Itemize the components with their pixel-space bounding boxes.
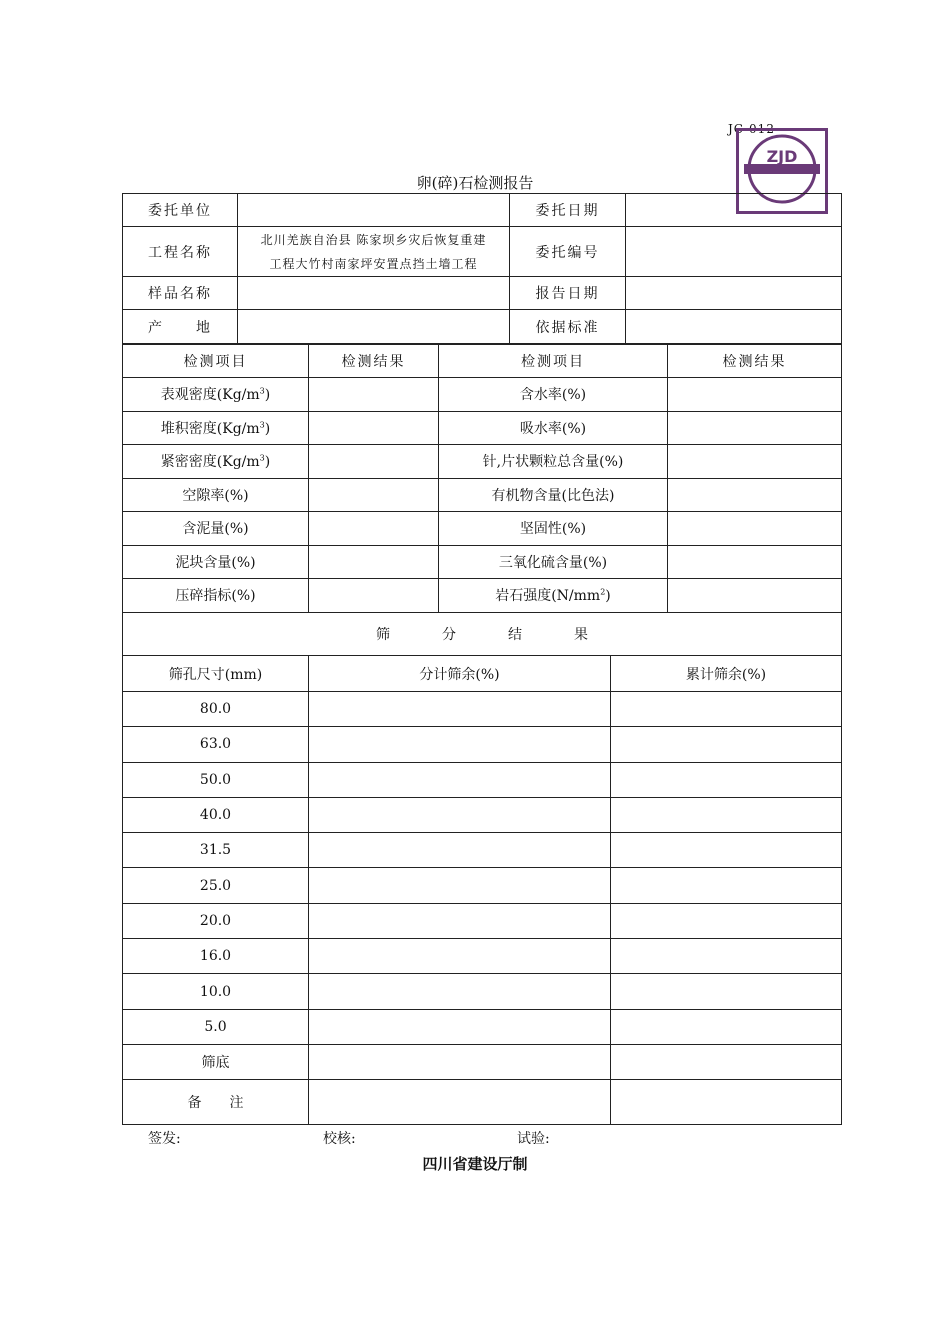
project-name-line1: 北川羌族自治县 陈家坝乡灾后恢复重建: [260, 232, 487, 247]
report-date-label: 报告日期: [510, 277, 626, 310]
sieve-size: 10.0: [123, 974, 309, 1009]
sieve-cumulative-value: [611, 727, 842, 762]
report-title: 卵(碎)石检测报告: [416, 174, 534, 192]
test-item-text-end: ): [605, 588, 611, 605]
test-item-unit-exponent: 3: [259, 386, 265, 396]
test-item-left: [123, 579, 309, 613]
sieve-row: [123, 833, 842, 868]
standard-label: 依据标准: [510, 310, 626, 344]
test-item-left: [123, 545, 309, 579]
sieve-row: [123, 939, 842, 974]
entrust-unit-value: [238, 194, 510, 227]
test-result-left: [309, 545, 439, 579]
sieve-size: 5.0: [123, 1009, 309, 1044]
sieve-partial-value: [309, 797, 611, 832]
sieve-size: 31.5: [123, 833, 309, 868]
project-name-label: 工程名称: [123, 227, 238, 277]
test-item-text: 泥块含量(%): [175, 554, 256, 571]
sieve-heading-char: 筛: [376, 626, 390, 643]
test-result-right: [668, 378, 842, 412]
sign-test: 试验:: [517, 1131, 550, 1147]
test-item-unit-exponent: 3: [259, 453, 265, 463]
test-row: [123, 478, 842, 512]
test-item-text: 针,片状颗粒总含量(%): [482, 454, 624, 471]
remark-value: [309, 1080, 611, 1125]
entrust-unit-label: 委托单位: [123, 194, 238, 227]
test-item-right: [439, 378, 668, 412]
test-item-text-end: ): [264, 454, 271, 471]
sieve-partial-value: [309, 939, 611, 974]
sieve-partial-value: [309, 868, 611, 903]
form-code: JC-012: [728, 122, 775, 136]
sample-name-label: 样品名称: [123, 277, 238, 310]
sieve-size: 筛底: [123, 1044, 309, 1079]
col-result-right: 检测结果: [668, 345, 842, 378]
sample-name-value: [238, 277, 510, 310]
test-item-text-end: ): [264, 420, 271, 437]
sieve-partial-value: [309, 727, 611, 762]
sieve-heading-char: 分: [442, 626, 456, 643]
test-item-right: [439, 579, 668, 613]
test-item-text: 吸水率(%): [519, 420, 587, 437]
test-item-right: [439, 478, 668, 512]
test-items-table: [122, 344, 842, 656]
sieve-cumulative-value: [611, 903, 842, 938]
test-item-text: 压碎指标(%): [175, 588, 256, 605]
sieve-row: [123, 1044, 842, 1079]
test-item-text: 有机物含量(比色法): [491, 487, 615, 504]
sieve-size: 20.0: [123, 903, 309, 938]
test-result-left: [309, 378, 439, 412]
test-item-right: [439, 545, 668, 579]
sieve-size: 16.0: [123, 939, 309, 974]
test-item-text: 三氧化硫含量(%): [498, 554, 608, 571]
report-date-value: [626, 277, 842, 310]
sieve-row: [123, 903, 842, 938]
test-item-left: [123, 378, 309, 412]
test-item-right: [439, 445, 668, 479]
sieve-partial-value: [309, 692, 611, 727]
sieve-cumulative-value: [611, 1044, 842, 1079]
sieve-cumulative-value: [611, 974, 842, 1009]
sieve-cumulative-value: [611, 797, 842, 832]
test-result-right: [668, 579, 842, 613]
test-item-text: 表观密度(Kg/m: [160, 387, 260, 404]
test-item-unit-exponent: 3: [259, 420, 265, 430]
test-item-text: 坚固性(%): [519, 521, 587, 538]
test-row: [123, 378, 842, 412]
sieve-partial-value: [309, 762, 611, 797]
issuer-footer: 四川省建设厅制: [422, 1155, 528, 1173]
test-item-left: [123, 512, 309, 546]
test-item-right: [439, 411, 668, 445]
sieve-partial-value: [309, 1044, 611, 1079]
sieve-size: 25.0: [123, 868, 309, 903]
entrust-date-label: 委托日期: [510, 194, 626, 227]
test-row: [123, 579, 842, 613]
test-item-left: [123, 411, 309, 445]
test-result-right: [668, 445, 842, 479]
sieve-row: [123, 692, 842, 727]
test-rows: [123, 378, 842, 613]
sieve-partial-value: [309, 903, 611, 938]
sieve-size: 80.0: [123, 692, 309, 727]
origin-label: 产 地: [123, 310, 238, 344]
sieve-row: [123, 974, 842, 1009]
test-row: [123, 545, 842, 579]
sieve-cumulative-value: [611, 939, 842, 974]
test-row: [123, 445, 842, 479]
standard-value: [626, 310, 842, 344]
col-item-left: 检测项目: [123, 345, 309, 378]
sieve-heading: [123, 612, 842, 655]
sieve-cumulative-value: [611, 868, 842, 903]
origin-value: [238, 310, 510, 344]
test-item-left: [123, 478, 309, 512]
entrust-no-label: 委托编号: [510, 227, 626, 277]
sieve-cumulative-value: [611, 1009, 842, 1044]
sieve-partial-value: [309, 974, 611, 1009]
sign-issue: 签发:: [148, 1131, 181, 1147]
sieve-row: [123, 727, 842, 762]
project-name-value: [238, 227, 510, 277]
test-result-left: [309, 579, 439, 613]
sieve-rows: [123, 692, 842, 1080]
sieve-heading-char: 结: [508, 626, 522, 643]
sieve-row: [123, 762, 842, 797]
test-result-left: [309, 478, 439, 512]
sieve-cumulative-value: [611, 833, 842, 868]
test-item-text: 紧密密度(Kg/m: [160, 454, 260, 471]
test-result-right: [668, 411, 842, 445]
sieve-cumulative-value: [611, 692, 842, 727]
test-item-text: 堆积密度(Kg/m: [160, 420, 260, 437]
sieve-partial-value: [309, 1009, 611, 1044]
test-item-text: 空隙率(%): [182, 487, 249, 504]
test-row: [123, 512, 842, 546]
test-result-left: [309, 411, 439, 445]
test-result-right: [668, 478, 842, 512]
test-item-text: 岩石强度(N/mm: [495, 588, 601, 605]
col-sieve-size: 筛孔尺寸(mm): [123, 656, 309, 692]
test-item-text-end: ): [264, 387, 271, 404]
sieve-row: [123, 797, 842, 832]
sieve-partial-value: [309, 833, 611, 868]
test-item-left: [123, 445, 309, 479]
test-row: [123, 411, 842, 445]
col-result-left: 检测结果: [309, 345, 439, 378]
test-item-unit-exponent: 2: [600, 587, 606, 597]
entrust-no-value: [626, 227, 842, 277]
remark-value-2: [611, 1080, 842, 1125]
col-item-right: 检测项目: [439, 345, 668, 378]
sieve-cumulative-value: [611, 762, 842, 797]
sieve-row: [123, 1009, 842, 1044]
col-cumulative-residue: 累计筛余(%): [611, 656, 842, 692]
sign-check: 校核:: [323, 1131, 356, 1147]
sieve-row: [123, 868, 842, 903]
test-result-left: [309, 512, 439, 546]
sieve-size: 40.0: [123, 797, 309, 832]
sieve-size: 50.0: [123, 762, 309, 797]
test-result-right: [668, 512, 842, 546]
col-partial-residue: 分计筛余(%): [309, 656, 611, 692]
test-item-right: [439, 512, 668, 546]
entrust-date-value: [626, 194, 842, 227]
remark-label: 备 注: [123, 1080, 309, 1125]
sieve-heading-char: 果: [574, 626, 588, 643]
test-result-left: [309, 445, 439, 479]
sieve-table: [122, 655, 842, 1125]
logo-text: ZJD: [766, 147, 798, 166]
sieve-size: 63.0: [123, 727, 309, 762]
test-item-text: 含水率(%): [519, 387, 587, 404]
project-name-line2: 工程大竹村南家坪安置点挡土墙工程: [269, 256, 478, 271]
test-item-text: 含泥量(%): [182, 521, 249, 538]
test-result-right: [668, 545, 842, 579]
header-info-table: [122, 193, 842, 344]
